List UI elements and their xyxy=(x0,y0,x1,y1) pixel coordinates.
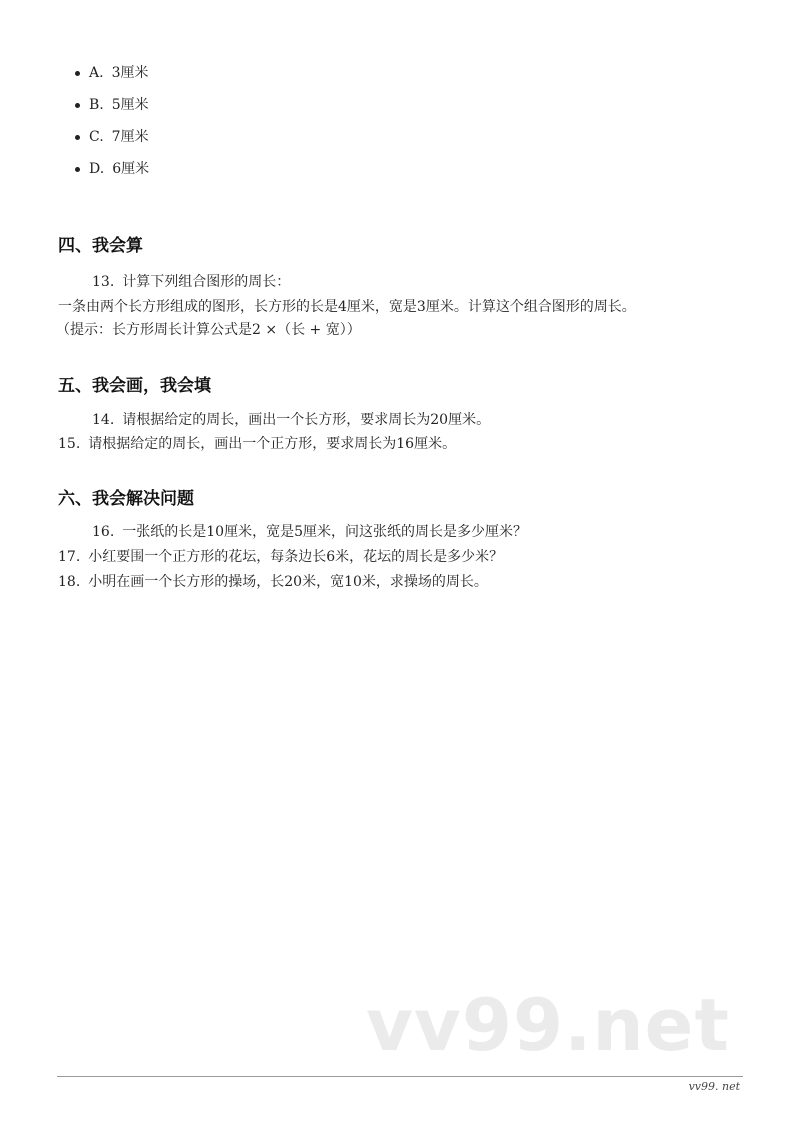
option-text: 7厘米 xyxy=(111,129,149,145)
question-text: 小红要围一个正方形的花坛，每条边长6米，花坛的周长是多少米？ xyxy=(88,549,504,565)
question-13-hint: （提示：长方形周长计算公式是2 ×（长 + 宽）） xyxy=(56,322,361,338)
question-number: 17. xyxy=(58,549,81,565)
section-4-title: 四、我会算 xyxy=(58,236,143,256)
option-d[interactable] xyxy=(75,158,149,190)
question-16 xyxy=(92,522,527,542)
answer-options xyxy=(75,62,149,190)
option-text: 5厘米 xyxy=(111,97,149,113)
watermark: vv99.net xyxy=(366,983,730,1067)
question-number: 18. xyxy=(58,574,81,590)
question-17 xyxy=(58,547,503,567)
option-b[interactable] xyxy=(75,94,149,126)
question-number: 14. xyxy=(92,412,115,428)
question-number: 15. xyxy=(58,436,81,452)
option-letter: C. xyxy=(89,129,104,145)
question-14 xyxy=(92,410,490,430)
bullet-icon xyxy=(75,103,80,108)
bullet-icon xyxy=(75,135,80,140)
option-letter: D. xyxy=(89,161,105,177)
question-number: 16. xyxy=(92,524,115,540)
footer-site-label: vv99. net xyxy=(688,1080,740,1093)
question-18 xyxy=(58,572,488,592)
question-text: 一张纸的长是10厘米，宽是5厘米，问这张纸的周长是多少厘米？ xyxy=(122,524,527,540)
question-number: 13. xyxy=(92,274,115,290)
bullet-icon xyxy=(75,167,80,172)
section-6-title: 六、我会解决问题 xyxy=(58,489,194,509)
question-15 xyxy=(58,434,456,454)
option-c[interactable] xyxy=(75,126,149,158)
option-letter: A. xyxy=(89,65,104,81)
option-text: 3厘米 xyxy=(111,65,149,81)
question-text: 请根据给定的周长，画出一个长方形，要求周长为20厘米。 xyxy=(122,412,491,428)
question-text: 小明在画一个长方形的操场，长20米，宽10米，求操场的周长。 xyxy=(88,574,488,590)
option-a[interactable] xyxy=(75,62,149,94)
option-text: 6厘米 xyxy=(112,161,150,177)
bullet-icon xyxy=(75,71,80,76)
footer-divider xyxy=(57,1076,743,1077)
question-text: 请根据给定的周长，画出一个正方形，要求周长为16厘米。 xyxy=(88,436,457,452)
section-5-title: 五、我会画，我会填 xyxy=(58,376,211,396)
question-13 xyxy=(92,272,290,292)
question-text: 计算下列组合图形的周长： xyxy=(122,274,291,290)
question-13-detail: 一条由两个长方形组成的图形，长方形的长是4厘米，宽是3厘米。计算这个组合图形的周长。 xyxy=(58,299,636,315)
option-letter: B. xyxy=(89,97,104,113)
